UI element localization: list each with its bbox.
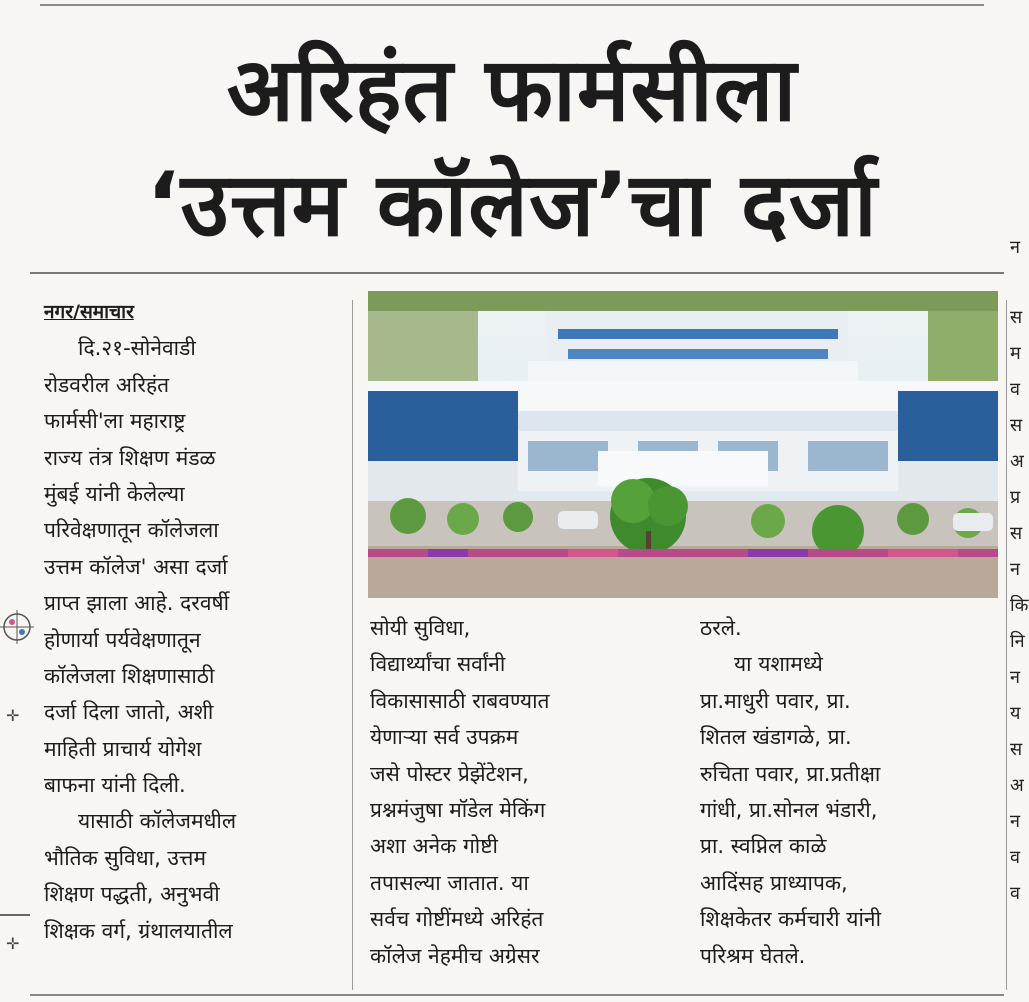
text-line: यासाठी कॉलेजमधील: [78, 809, 237, 834]
edge-char: स: [1010, 739, 1023, 760]
edge-char: अ: [1010, 451, 1024, 472]
text-line: कॉलेजला शिक्षणासाठी: [44, 663, 215, 688]
text-line: शिक्षण पद्धती, अनुभवी: [44, 882, 220, 907]
text-line: ठरले.: [700, 616, 742, 640]
text-line: होणार्या पर्यवेक्षणातून: [44, 627, 201, 652]
text-line: शिक्षक वर्ग, ग्रंथालयातील: [44, 918, 233, 943]
top-border: [40, 4, 984, 6]
registration-mark-icon: [0, 610, 34, 648]
text-line: रुचिता पवार, प्रा.प्रतीक्षा: [700, 761, 881, 786]
text-line: अशा अनेक गोष्टी: [370, 834, 498, 859]
edge-char: न: [1010, 667, 1020, 688]
text-line: भौतिक सुविधा, उत्तम: [44, 845, 207, 870]
edge-char: स: [1010, 307, 1023, 328]
text-line: प्रा.माधुरी पवार, प्रा.: [700, 688, 851, 713]
text-line: शिक्षकेतर कर्मचारी यांनी: [700, 907, 882, 932]
headline-rule: [30, 272, 1004, 274]
headline-line-1: अरिहंत फार्मसीला: [226, 38, 798, 141]
edge-char: न: [1010, 811, 1020, 832]
edge-char: स: [1010, 523, 1023, 544]
column-separator: [352, 300, 353, 990]
text-line: सोयी सुविधा,: [370, 616, 471, 640]
article-column-1: [44, 294, 344, 949]
text-line: राज्य तंत्र शिक्षण मंडळ: [44, 445, 216, 470]
bottom-border: [30, 994, 1004, 996]
edge-char: प्र: [1010, 487, 1021, 508]
text-line: आदिंसह प्राध्यापक,: [700, 870, 848, 895]
edge-char: य: [1010, 703, 1021, 724]
text-line: बाफना यांनी दिली.: [44, 773, 186, 798]
dateline: नगर/समाचार: [44, 301, 134, 323]
text-line: प्रश्नमंजुषा मॉडेल मेकिंग: [370, 797, 546, 822]
text-line: येणाऱ्या सर्व उपक्रम: [370, 725, 519, 750]
edge-char: अ: [1010, 775, 1024, 796]
crosshair-icon: ✛: [6, 934, 20, 953]
edge-char: स: [1010, 415, 1023, 436]
college-building-photo: [368, 291, 998, 598]
edge-char: कि: [1010, 595, 1029, 616]
text-line: माहिती प्राचार्य योगेश: [44, 736, 202, 761]
article-column-3: [700, 610, 1000, 974]
text-line: रोडवरील अरिहंत: [44, 372, 170, 397]
text-line: फार्मसी'ला महाराष्ट्र: [44, 409, 186, 434]
edge-char: व: [1010, 847, 1021, 868]
crosshair-icon: ✛: [6, 706, 20, 725]
text-line: प्रा. स्वप्निल काळे: [700, 834, 827, 859]
text-line: विद्यार्थ्यांचा सर्वांनी: [370, 652, 506, 677]
text-line: शितल खंडागळे, प्रा.: [700, 725, 852, 750]
text-line: विकासासाठी राबवण्यात: [370, 688, 550, 713]
text-line: गांधी, प्रा.सोनल भंडारी,: [700, 797, 878, 822]
margin-dash: [0, 914, 30, 916]
edge-char: न: [1010, 237, 1020, 258]
text-line: मुंबई यांनी केलेल्या: [44, 481, 185, 506]
headline-line-2: ‘उत्तम कॉलेज’चा दर्जा: [146, 153, 878, 256]
adjacent-article-edge: [1010, 300, 1029, 912]
edge-char: म: [1010, 343, 1021, 364]
text-line: परिवेक्षणातून कॉलेजला: [44, 518, 219, 543]
text-line: सर्वच गोष्टींमध्ये अरिहंत: [370, 907, 544, 932]
edge-char: नि: [1010, 631, 1025, 652]
column-separator: [1006, 300, 1007, 990]
article-column-2: [370, 610, 670, 974]
text-line: दि.२१-सोनेवाडी: [78, 336, 196, 361]
text-line: दर्जा दिला जातो, अशी: [44, 700, 214, 725]
edge-char: न: [1010, 559, 1020, 580]
text-line: या यशामध्ये: [734, 652, 823, 677]
text-line: जसे पोस्टर प्रेझेंटेशन,: [370, 761, 529, 786]
text-line: परिश्रम घेतले.: [700, 943, 806, 968]
text-line: उत्तम कॉलेज' असा दर्जा: [44, 554, 228, 579]
text-line: तपासल्या जातात. या: [370, 870, 529, 895]
edge-char: व: [1010, 379, 1021, 400]
adjacent-article-edge: [1010, 230, 1024, 266]
text-line: प्राप्त झाला आहे. दरवर्षी: [44, 591, 230, 616]
text-line: कॉलेज नेहमीच अग्रेसर: [370, 943, 540, 968]
edge-char: व: [1010, 883, 1021, 904]
